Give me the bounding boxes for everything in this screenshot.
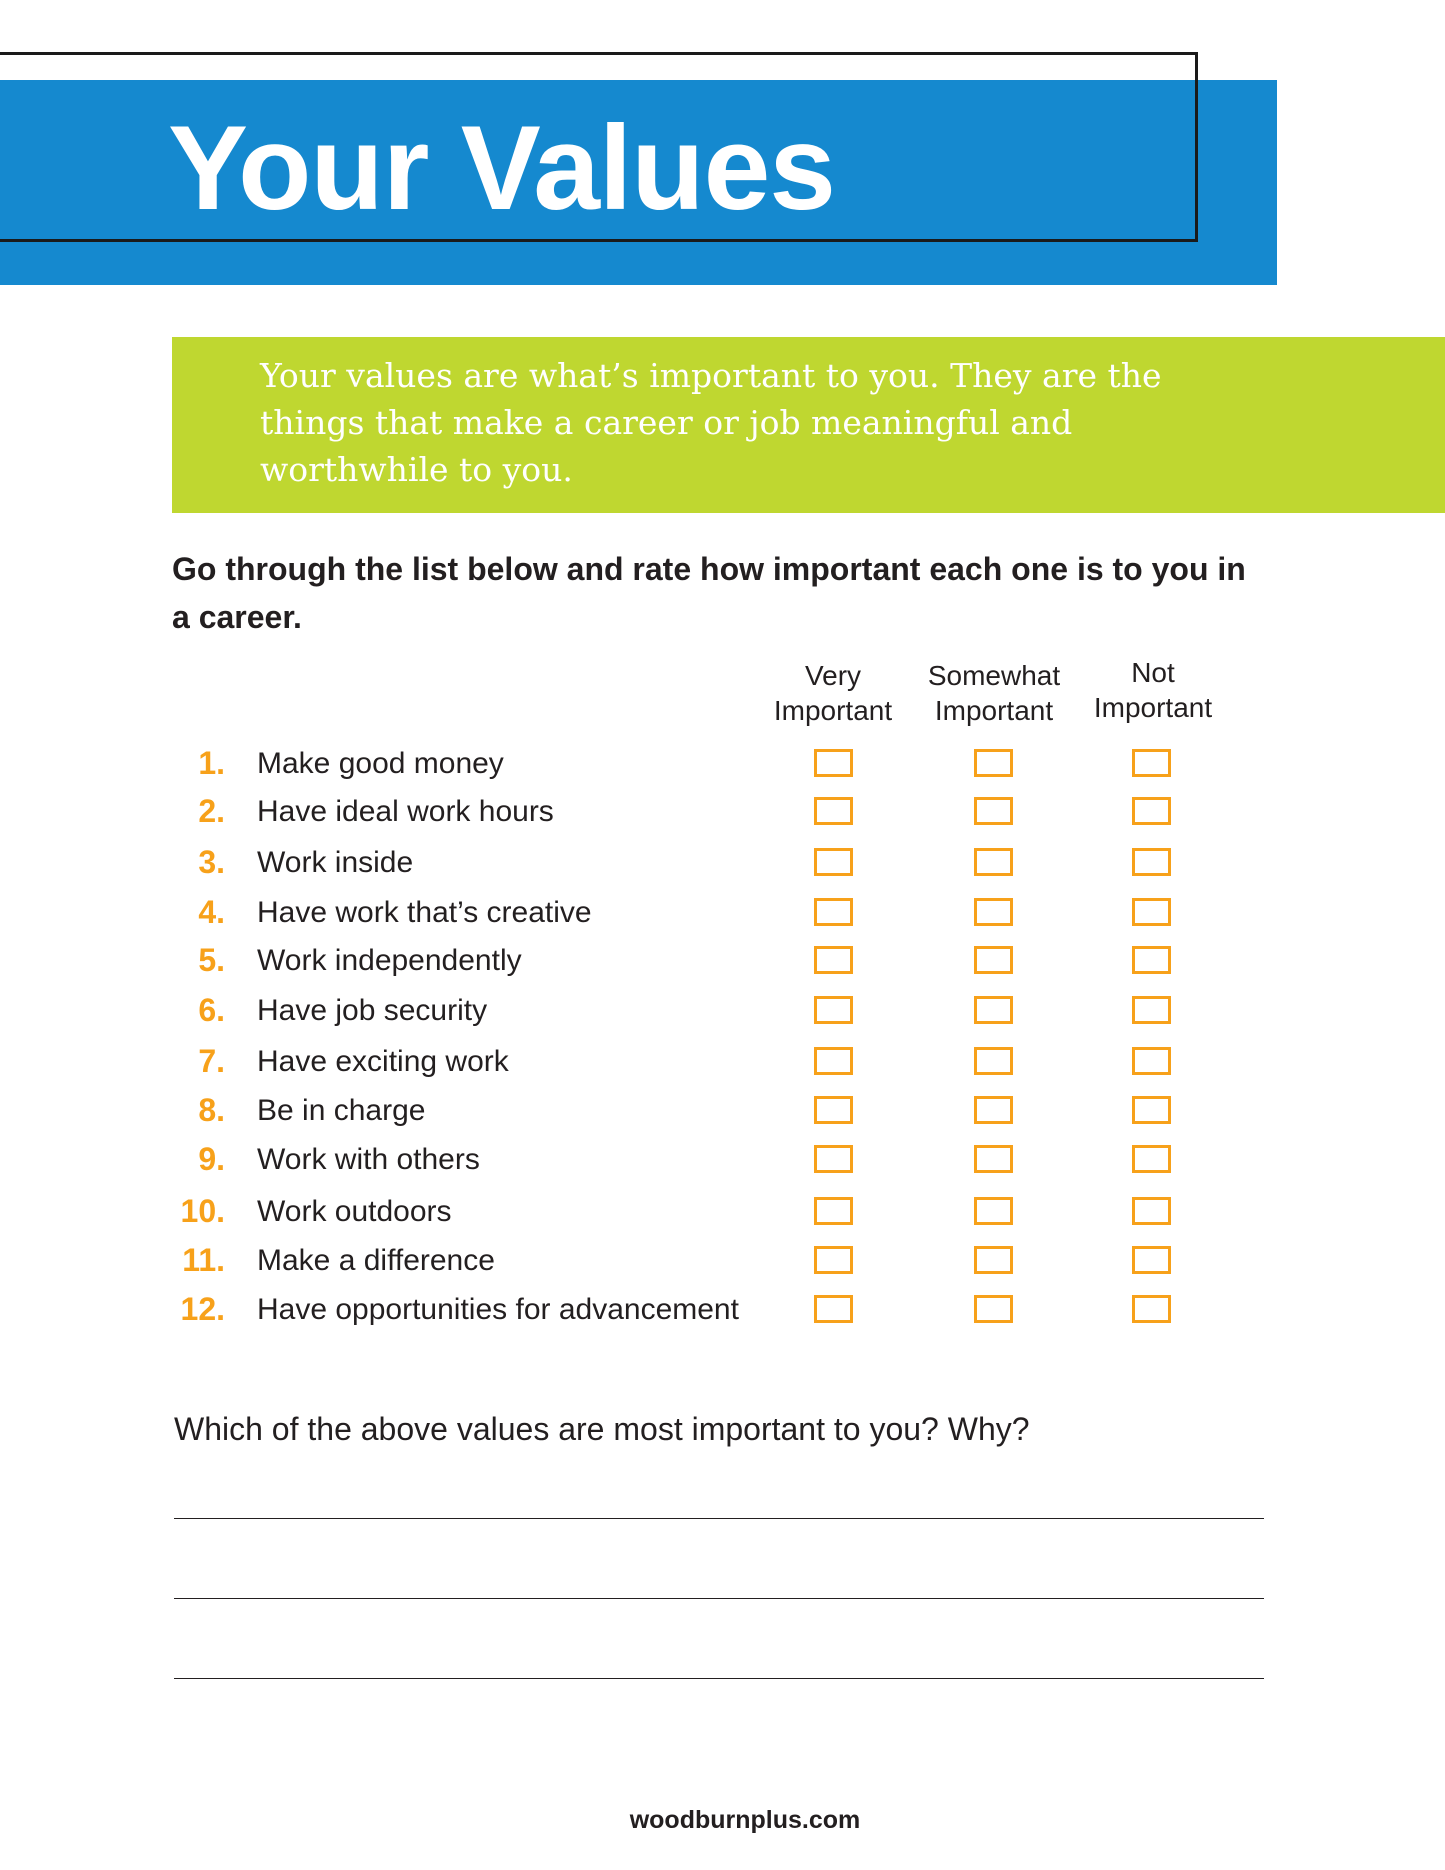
item-label: Work independently	[257, 944, 522, 977]
item-label: Be in charge	[257, 1094, 426, 1127]
checkbox-somewhat-important[interactable]	[974, 1145, 1013, 1173]
checkbox-not-important[interactable]	[1132, 749, 1171, 777]
checkbox-not-important[interactable]	[1132, 1047, 1171, 1075]
item-number: 9.	[198, 1141, 225, 1177]
checkbox-not-important[interactable]	[1132, 1246, 1171, 1274]
column-header-line1: Very	[804, 660, 862, 691]
list-item	[0, 1236, 1445, 1285]
checkbox-not-important[interactable]	[1132, 1145, 1171, 1173]
checkbox-somewhat-important[interactable]	[974, 898, 1013, 926]
checkbox-very-important[interactable]	[814, 1145, 853, 1173]
answer-line[interactable]	[174, 1518, 1264, 1519]
checkbox-somewhat-important[interactable]	[974, 946, 1013, 974]
intro-text: Your values are what’s important to you. They are the things that make a career or job meaningful and worthwhile to you.	[260, 356, 1162, 489]
checkbox-somewhat-important[interactable]	[974, 797, 1013, 825]
item-number: 10.	[180, 1193, 225, 1229]
checkbox-very-important[interactable]	[814, 749, 853, 777]
instructions: Go through the list below and rate how important each one is to you in a career.	[172, 551, 1246, 635]
checkbox-somewhat-important[interactable]	[974, 749, 1013, 777]
checkbox-not-important[interactable]	[1132, 797, 1171, 825]
checkbox-very-important[interactable]	[814, 1047, 853, 1075]
reflection-question: Which of the above values are most important to you? Why?	[174, 1411, 1030, 1447]
answer-line[interactable]	[174, 1678, 1264, 1679]
item-label: Make a difference	[257, 1244, 495, 1277]
checkbox-somewhat-important[interactable]	[974, 848, 1013, 876]
checkbox-not-important[interactable]	[1132, 1096, 1171, 1124]
column-header-line2: Important	[773, 695, 893, 726]
list-item	[0, 787, 1445, 836]
checkbox-very-important[interactable]	[814, 1096, 853, 1124]
checkbox-very-important[interactable]	[814, 797, 853, 825]
item-label: Have ideal work hours	[257, 795, 554, 828]
list-item	[0, 1037, 1445, 1086]
item-number: 5.	[198, 942, 225, 978]
list-item	[0, 986, 1445, 1035]
page-title: Your Values	[168, 101, 836, 235]
item-number: 2.	[198, 793, 225, 829]
list-item	[0, 739, 1445, 788]
checkbox-not-important[interactable]	[1132, 996, 1171, 1024]
item-label: Have exciting work	[257, 1045, 509, 1078]
list-item	[0, 1086, 1445, 1135]
checkbox-somewhat-important[interactable]	[974, 1096, 1013, 1124]
item-number: 12.	[180, 1291, 225, 1327]
checkbox-somewhat-important[interactable]	[974, 996, 1013, 1024]
checkbox-somewhat-important[interactable]	[974, 1197, 1013, 1225]
column-header-line1: Not	[1131, 657, 1175, 688]
item-label: Work inside	[257, 846, 414, 879]
item-label: Make good money	[257, 747, 504, 780]
footer-url: woodburnplus.com	[629, 1806, 861, 1834]
checkbox-very-important[interactable]	[814, 1246, 853, 1274]
item-number: 8.	[198, 1092, 225, 1128]
column-header-line1: Somewhat	[927, 660, 1061, 691]
list-item	[0, 936, 1445, 985]
item-number: 4.	[198, 894, 225, 930]
item-label: Have opportunities for advancement	[257, 1293, 739, 1326]
item-number: 1.	[198, 745, 225, 781]
item-number: 6.	[198, 992, 225, 1028]
column-header-somewhat-important	[914, 658, 1074, 728]
item-number: 3.	[198, 844, 225, 880]
checkbox-somewhat-important[interactable]	[974, 1047, 1013, 1075]
checkbox-very-important[interactable]	[814, 848, 853, 876]
checkbox-not-important[interactable]	[1132, 1197, 1171, 1225]
checkbox-very-important[interactable]	[814, 946, 853, 974]
checkbox-somewhat-important[interactable]	[974, 1295, 1013, 1323]
checkbox-somewhat-important[interactable]	[974, 1246, 1013, 1274]
item-label: Work with others	[257, 1143, 480, 1176]
column-header-very-important	[753, 658, 913, 728]
checkbox-not-important[interactable]	[1132, 848, 1171, 876]
item-label: Work outdoors	[257, 1195, 452, 1228]
item-label: Have work that’s creative	[257, 896, 592, 929]
item-number: 11.	[182, 1242, 225, 1278]
answer-line[interactable]	[174, 1598, 1264, 1599]
list-item	[0, 838, 1445, 887]
column-header-not-important	[1073, 655, 1233, 725]
checkbox-not-important[interactable]	[1132, 1295, 1171, 1323]
item-label: Have job security	[257, 994, 488, 1027]
list-item	[0, 1187, 1445, 1236]
checkbox-very-important[interactable]	[814, 1295, 853, 1323]
list-item	[0, 1285, 1445, 1334]
checkbox-not-important[interactable]	[1132, 946, 1171, 974]
checkbox-very-important[interactable]	[814, 996, 853, 1024]
column-header-line2: Important	[934, 695, 1054, 726]
list-item	[0, 888, 1445, 937]
item-number: 7.	[198, 1043, 225, 1079]
checkbox-very-important[interactable]	[814, 898, 853, 926]
list-item	[0, 1135, 1445, 1184]
column-header-line2: Important	[1093, 692, 1213, 723]
checkbox-very-important[interactable]	[814, 1197, 853, 1225]
checkbox-not-important[interactable]	[1132, 898, 1171, 926]
